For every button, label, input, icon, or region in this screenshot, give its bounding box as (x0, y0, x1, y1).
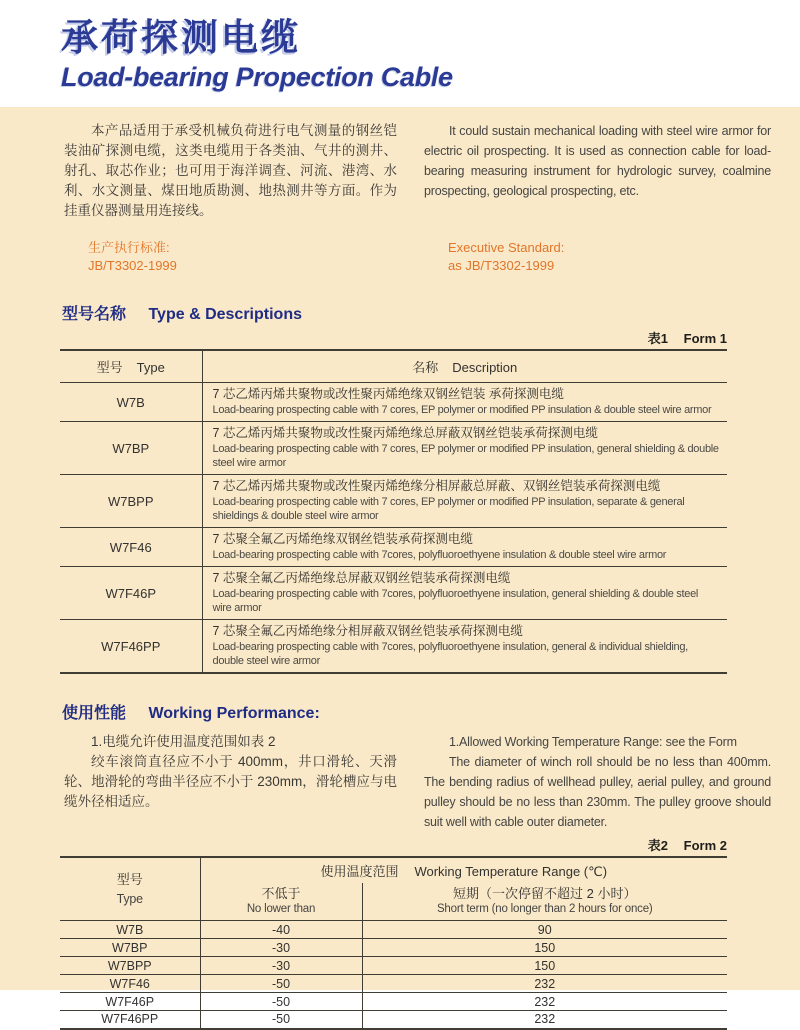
short-term-cell: 150 (362, 939, 727, 957)
performance-en-paragraph: The diameter of winch roll should be no less than 400mm. The bending radius of wellhead pulley, aerial pulley, and ground pulley should be no less than 230mm. The pulley groove should suit well with cable outer diameter. (424, 755, 771, 829)
table-row (60, 383, 727, 422)
type-cell: W7F46 (60, 975, 200, 993)
description-cell (202, 383, 727, 422)
low-temp-cell: -40 (200, 921, 362, 939)
performance-section-heading-chinese: 使用性能 (62, 705, 127, 722)
page-title-english: Load-bearing Propection Cable (61, 62, 453, 92)
table2-header-row1 (60, 857, 727, 883)
performance-text (0, 732, 800, 832)
type-cell: W7F46P (60, 567, 202, 620)
table1-header-description-cn: 名称 (412, 360, 439, 375)
executive-standard-value: as JB/T3302-1999 (448, 258, 555, 273)
short-term-cell: 90 (362, 921, 727, 939)
description-english: Load-bearing prospecting cable with 7 cores, EP polymer or modified PP insulation & double steel wire armor (212, 404, 712, 416)
description-english: Load-bearing prospecting cable with 7cores, polyfluoroethyene insulation & double steel wire armor (212, 549, 667, 561)
intro-section (0, 121, 800, 221)
table-row (60, 422, 727, 475)
type-cell: W7B (60, 921, 200, 939)
description-cell (202, 567, 727, 620)
production-standard (88, 239, 396, 275)
type-cell: W7BP (60, 939, 200, 957)
type-cell: W7F46P (60, 993, 200, 1011)
performance-text-english (424, 732, 771, 832)
intro-paragraph-english: It could sustain mechanical loading with steel wire armor for electric oil prospecting. It is used as connection cable for load-bearing measuring instrument for hydrologic survey, coalmine prospecting, geological prospecting, etc. (424, 124, 771, 198)
type-cell: W7F46PP (60, 620, 202, 674)
short-term-cell: 150 (362, 957, 727, 975)
performance-text-chinese (64, 732, 397, 832)
table2-header-range-en: Working Temperature Range (℃) (414, 864, 608, 879)
table1-header-description-en: Description (452, 360, 518, 375)
description-english: Load-bearing prospecting cable with 7 cores, EP polymer or modified PP insulation, general shielding & double steel wire armor (212, 443, 719, 469)
low-temp-cell: -30 (200, 939, 362, 957)
production-standard-label: 生产执行标准: (88, 240, 170, 255)
table2-header-type-cn: 型号 (116, 872, 143, 887)
description-cell (202, 620, 727, 674)
performance-section-heading-english: Working Performance: (148, 705, 320, 722)
table2-header-type-en: Type (116, 892, 143, 906)
production-standard-value: JB/T3302-1999 (88, 258, 177, 273)
content-area (0, 107, 800, 1027)
temperature-range-table (60, 856, 727, 1030)
table-row (60, 921, 727, 939)
description-english: Load-bearing prospecting cable with 7cores, polyfluoroethyene insulation, general & individual shielding, double steel wire armor (212, 641, 688, 667)
form1-label-english: Form 1 (683, 331, 727, 346)
table1-header-type-cn: 型号 (96, 360, 123, 375)
type-cell: W7B (60, 383, 202, 422)
description-chinese: 7 芯聚全氟乙丙烯绝缘双钢丝铠装承荷探测电缆 (212, 532, 473, 546)
page-title-chinese: 承荷探测电缆 (61, 17, 301, 58)
type-cell: W7F46 (60, 528, 202, 567)
type-section-heading-chinese: 型号名称 (62, 306, 127, 323)
table2-header-range (200, 857, 727, 883)
type-cell: W7BPP (60, 957, 200, 975)
table-row (60, 528, 727, 567)
type-section-heading (62, 305, 800, 325)
low-temp-cell: -50 (200, 1011, 362, 1029)
form2-label (60, 838, 727, 853)
form1-label (60, 331, 727, 346)
performance-cn-paragraph: 绞车滚筒直径应不小于 400mm，井口滑轮、天滑轮、地滑轮的弯曲半径应不小于 230mm，滑轮槽应与电缆外径相适应。 (64, 754, 397, 809)
table1-header-row (60, 350, 727, 383)
table2-header-no-lower-than (200, 883, 362, 921)
form1-label-chinese: 表1 (647, 331, 669, 346)
standards-section (0, 239, 800, 275)
description-cell (202, 475, 727, 528)
table2-header-low-cn: 不低于 (261, 886, 301, 901)
short-term-cell: 232 (362, 993, 727, 1011)
form2-label-chinese: 表2 (647, 838, 669, 853)
type-cell: W7BPP (60, 475, 202, 528)
table2-header-type (60, 857, 200, 921)
type-descriptions-section (0, 305, 800, 674)
short-term-cell: 232 (362, 975, 727, 993)
executive-standard (448, 239, 564, 275)
table-row (60, 620, 727, 674)
executive-standard-label: Executive Standard: (448, 240, 565, 255)
description-chinese: 7 芯乙烯丙烯共聚物或改性聚丙烯绝缘总屏蔽双钢丝铠装承荷探测电缆 (212, 426, 598, 440)
table2-header-low-en: No lower than (246, 903, 316, 915)
low-temp-cell: -50 (200, 975, 362, 993)
table-row (60, 1011, 727, 1029)
table-row (60, 475, 727, 528)
form2-label-english: Form 2 (683, 838, 727, 853)
table2-header-short-cn: 短期（一次停留不超过 2 小时） (453, 886, 637, 901)
table-row (60, 567, 727, 620)
table1-header-description (202, 350, 727, 383)
working-performance-section (0, 704, 800, 1030)
table-row (60, 939, 727, 957)
document-header (0, 0, 800, 107)
table1-header-type (60, 350, 202, 383)
performance-cn-line1: 1.电缆允许使用温度范围如表 2 (91, 734, 276, 749)
type-descriptions-table (60, 349, 727, 674)
table2-header-range-cn: 使用温度范围 (320, 864, 399, 879)
description-english: Load-bearing prospecting cable with 7cores, polyfluoroethyene insulation, general shielding & double steel wire armor (212, 588, 699, 614)
low-temp-cell: -30 (200, 957, 362, 975)
description-chinese: 7 芯乙烯丙烯共聚物或改性聚丙烯绝缘双钢丝铠装 承荷探测电缆 (212, 387, 564, 401)
table2-header-short-term (362, 883, 727, 921)
table1-header-type-en: Type (136, 360, 165, 375)
description-chinese: 7 芯聚全氟乙丙烯绝缘分相屏蔽双钢丝铠装承荷探测电缆 (212, 624, 523, 638)
description-cell (202, 422, 727, 475)
table-row (60, 993, 727, 1011)
description-cell (202, 528, 727, 567)
performance-section-heading (62, 704, 800, 724)
short-term-cell: 232 (362, 1011, 727, 1029)
table2-header-short-en: Short term (no longer than 2 hours for once) (436, 903, 653, 915)
low-temp-cell: -50 (200, 993, 362, 1011)
intro-paragraph-chinese: 本产品适用于承受机械负荷进行电气测量的钢丝铠装油矿探测电缆，这类电缆用于各类油、气井的测井、射孔、取芯作业；也可用于海洋调查、河流、港湾、水利、水文测量、煤田地质勘测、地热测井等方面。作为挂重仪器测量用连接线。 (64, 123, 397, 218)
type-section-heading-english: Type & Descriptions (148, 306, 302, 323)
description-english: Load-bearing prospecting cable with 7 cores, EP polymer or modified PP insulation, separate & general shieldings & double steel wire armor (212, 496, 685, 522)
description-chinese: 7 芯乙烯丙烯共聚物或改性聚丙烯绝缘分相屏蔽总屏蔽、双钢丝铠装承荷探测电缆 (212, 479, 661, 493)
type-cell: W7BP (60, 422, 202, 475)
description-chinese: 7 芯聚全氟乙丙烯绝缘总屏蔽双钢丝铠装承荷探测电缆 (212, 571, 511, 585)
table-row (60, 957, 727, 975)
type-cell: W7F46PP (60, 1011, 200, 1029)
performance-en-line1: 1.Allowed Working Temperature Range: see the Form (449, 735, 737, 749)
